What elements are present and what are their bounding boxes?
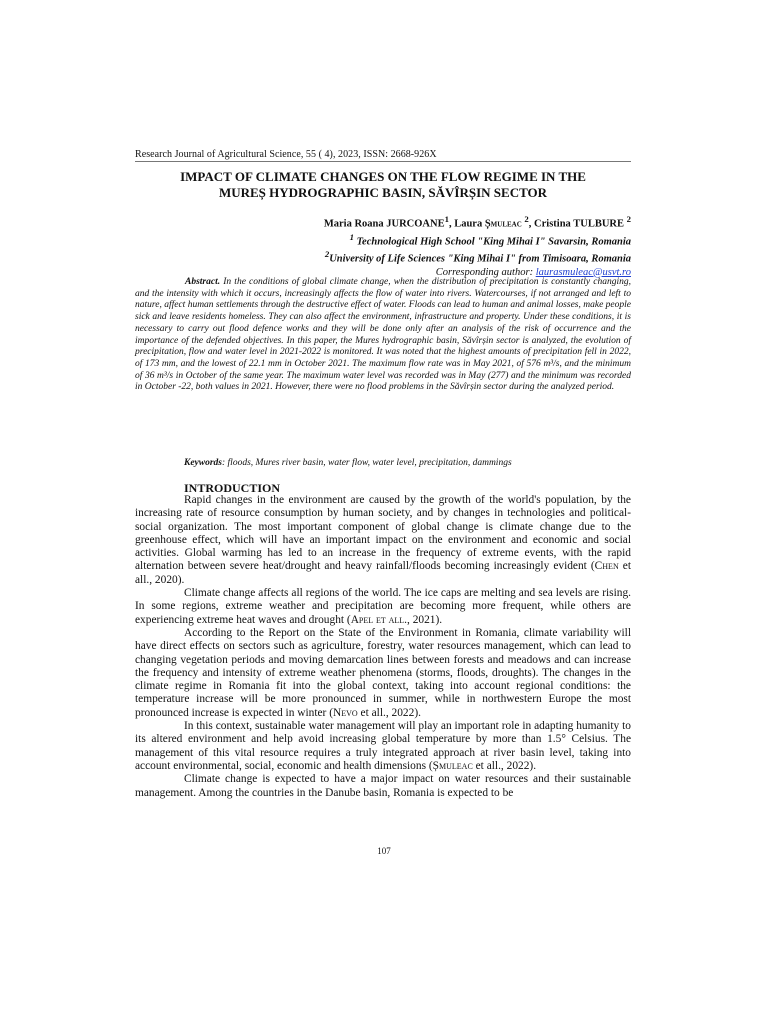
citation: Șmuleac xyxy=(432,759,473,772)
paragraph-3: According to the Report on the State of the Environment in Romania, climate variability will have direct effects on sectors such as agriculture, forestry, water resources management, which can lead to changing vegetation periods and moving demarcation lines between forests and meadows and can increase the frequency and intensity of extreme weather phenomena (storms, floods, droughts). The changes in the climate regime in Romania fit into the global context, taking into account regional conditions: the temperature increase will be more pronounced in summer, while in northwestern Europe the most pronounced increase is expected in winter (Nevo et all., 2022). xyxy=(135,626,631,719)
author-2: Laura Șmuleac xyxy=(454,218,522,230)
keywords xyxy=(184,457,631,469)
abstract-label: Abstract. xyxy=(185,277,221,287)
corresponding-author: Corresponding author: laurasmuleac@usvt.ro xyxy=(435,266,631,278)
section-heading-introduction: INTRODUCTION xyxy=(184,481,281,495)
journal-header: Research Journal of Agricultural Science, 55 ( 4), 2023, ISSN: 2668-926X xyxy=(135,149,437,160)
body-text xyxy=(135,494,631,800)
paragraph-1: Rapid changes in the environment are caused by the growth of the world's population, by the increasing rate of resource consumption by human society, and by changes in technologies and political-social organization. The most important component of global change is climate change due to the greenhouse effect, which will have an important impact on the environment and economic and social activities. Global warming has led to an increase in the frequency of extreme events, with the rapid alternation between severe heat/drought and heavy rainfall/floods becoming increasingly evident (Chen et all., 2020). xyxy=(135,494,631,586)
citation: Chen xyxy=(594,560,619,573)
header-divider xyxy=(135,161,631,162)
paper-title xyxy=(135,169,631,201)
author-block xyxy=(135,213,631,279)
page-number: 107 xyxy=(377,846,391,856)
title-line-2: MUREȘ HYDROGRAPHIC BASIN, SĂVÎRȘIN SECTOR xyxy=(218,185,548,200)
title-line-1: IMPACT OF CLIMATE CHANGES ON THE FLOW REGIME IN THE xyxy=(180,169,586,184)
paragraph-5: Climate change is expected to have a major impact on water resources and their sustainable management. Among the countries in the Danube basin, Romania is expected to be xyxy=(135,773,631,799)
abstract xyxy=(135,277,631,394)
abstract-text: In the conditions of global climate change, when the distribution of precipitation is constantly changing, and the intensity with which it occurs, increasingly affects the flow of water into rivers. Watercourses, if not arranged and left to nature, affect human settlements through the destructive effect of water. Floods can lead to human and animal losses, make people sick and leave residents homeless. They can also affect the environment, infrastructure and property. Under these conditions, it is necessary to carry out flood defence works and they will be done only after an analysis of the risk of occurrence and the importance of the defended objectives. In this paper, the Mures hydrographic basin, Săvîrșin sector is analyzed, the evolution of precipitation, flow and water level in 2021-2022 is monitored. It was noted that the highest amounts of precipitation fell in 2022, of 173 mm, and the lowest of 22.1 mm in October 2021. The maximum flow rate was in May 2021, of 576 m³/s, and the minimum of 36 m³/s in October of the same year. The maximum water level was recorded was in May (277) and the minimum was recorded in October -22, both values in 2021. However, there were no flood problems in the Săvîrșin sector during the analyzed period. xyxy=(135,277,631,393)
citation: Apel et all., 2021 xyxy=(350,613,436,626)
affiliation-1: $^1$ Technological High School "King Mihai I" Savarsin, Romania xyxy=(349,231,631,247)
corresponding-email-link[interactable]: laurasmuleac@usvt.ro xyxy=(535,266,631,278)
author-3: Cristina TULBURE xyxy=(534,218,624,230)
author-1: Maria Roana JURCOANE xyxy=(323,218,445,230)
paragraph-2: Climate change affects all regions of the world. The ice caps are melting and sea levels are rising. In some regions, extreme weather and precipitation are becoming more frequent, while others are experiencing extreme heat waves and drought (Apel et all., 2021). xyxy=(135,587,631,626)
citation: Nevo xyxy=(333,706,358,719)
keywords-text: : floods, Mures river basin, water flow, water level, precipitation, dammings xyxy=(222,458,512,468)
keywords-label: Keywords xyxy=(184,458,222,468)
paragraph-4: In this context, sustainable water management will play an important role in adapting humanity to its altered environment and help avoid increasing global temperature by more than 1.5° Celsius. The management of this vital resource requires a truly integrated approach at river basin level, taking into account environmental, social, economic and health dimensions (Șmuleac et all., 2022). xyxy=(135,720,631,772)
author-names: Maria Roana JURCOANE$^1$, Laura Șmuleac $^2$, Cristina TULBURE $^2$ xyxy=(323,214,631,230)
affiliation-2: $^2$University of Life Sciences "King Mihai I" from Timisoara, Romania xyxy=(324,249,631,265)
